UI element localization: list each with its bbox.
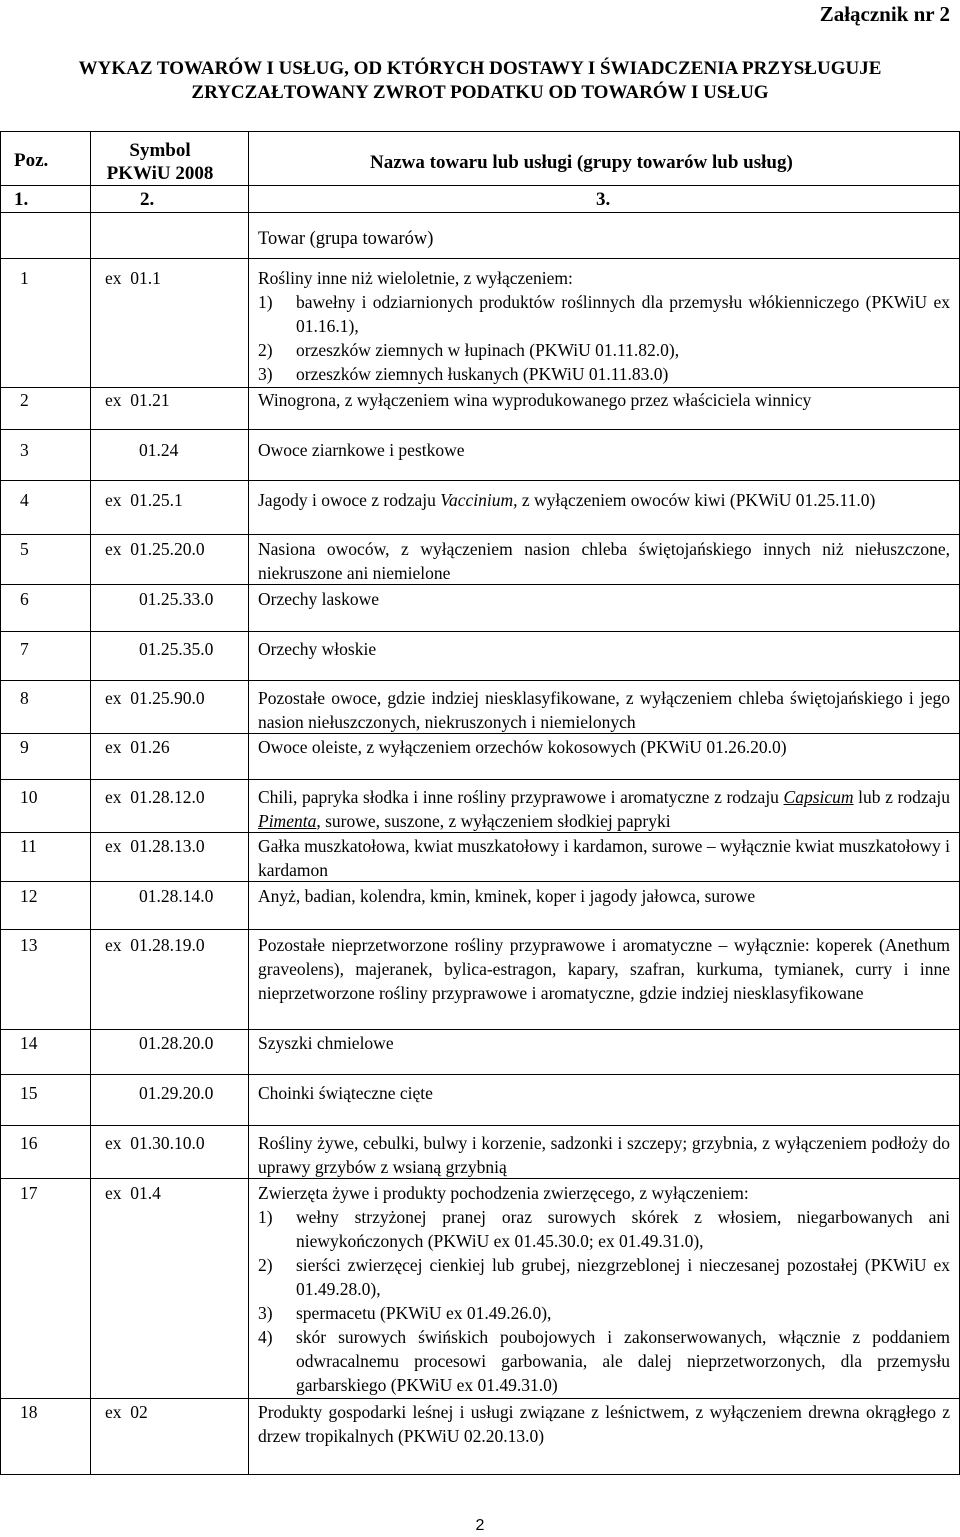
row-symbol: ex 01.28.13.0 xyxy=(105,836,205,856)
list-item-text: wełny strzyżonej pranej oraz surowych skórek z włosiem, niegarbowanych ani niewykończonych (PKWiU ex 01.45.30.0; ex 01.49.31.0), xyxy=(296,1207,950,1251)
row-separator xyxy=(0,1074,960,1075)
row-description: Szyszki chmielowe xyxy=(258,1033,394,1053)
title-line-2: ZRYCZAŁTOWANY ZWROT PODATKU OD TOWARÓW I USŁUG xyxy=(191,82,769,103)
row-symbol: ex 02 xyxy=(105,1402,148,1422)
row-separator xyxy=(0,631,960,632)
section-heading: Towar (grupa towarów) xyxy=(258,229,434,249)
row-poz: 8 xyxy=(20,688,29,708)
row-symbol: 01.24 xyxy=(139,440,179,460)
list-item xyxy=(258,362,950,386)
row-separator xyxy=(0,680,960,681)
list-item-number: 2) xyxy=(258,340,273,360)
row-description: Gałka muszkatołowa, kwiat muszkatołowy i kardamon, surowe – wyłącznie kwiat muszkatołowy i kardamon xyxy=(258,836,950,880)
row-description xyxy=(258,266,950,386)
list-item-text: spermacetu (PKWiU ex 01.49.26.0), xyxy=(296,1303,552,1323)
row-separator xyxy=(0,480,960,481)
row-separator xyxy=(0,1029,960,1030)
row-separator xyxy=(0,929,960,930)
header-col-number-2: 2. xyxy=(140,189,155,210)
table-header-separator xyxy=(0,185,960,186)
row-description: Pozostałe nieprzetworzone rośliny przyprawowe i aromatyczne – wyłącznie: koperek (Anethum graveolens), majeranek, bylica-estragon, kapary, szafran, kurkuma, tymianek, curry i inne nieprzetworzone rośliny przyprawowe i aromatyczne, gdzie indziej niesklasyfikowane xyxy=(258,935,950,1003)
list-item-number: 3) xyxy=(258,1303,273,1323)
header-col-number-1: 1. xyxy=(14,189,29,210)
list-item-text: bawełny i odziarnionych produktów roślinnych dla przemysłu włókienniczego (PKWiU ex 01.16.1), xyxy=(296,292,950,336)
list-item-number: 4) xyxy=(258,1327,273,1347)
column-divider-2 xyxy=(90,131,91,1474)
row-poz: 13 xyxy=(20,935,38,955)
row-symbol: ex 01.25.1 xyxy=(105,490,183,510)
row-separator xyxy=(0,881,960,882)
header-poz: Poz. xyxy=(14,150,49,171)
list-item xyxy=(258,290,950,338)
row-poz: 14 xyxy=(20,1033,38,1053)
row-poz: 17 xyxy=(20,1183,38,1203)
row-description-latin: Pimenta xyxy=(258,811,317,831)
list-item-text: orzeszków ziemnych łuskanych (PKWiU 01.11.83.0) xyxy=(296,364,669,384)
row-symbol: ex 01.30.10.0 xyxy=(105,1133,205,1153)
list-item-number: 1) xyxy=(258,292,273,312)
row-description-text: Zwierzęta żywe i produkty pochodzenia zwierzęcego, z wyłączeniem: xyxy=(258,1183,749,1203)
row-symbol: 01.25.33.0 xyxy=(139,589,214,609)
row-poz: 3 xyxy=(20,440,29,460)
row-symbol: ex 01.21 xyxy=(105,390,170,410)
header-symbol-line2: PKWiU 2008 xyxy=(106,163,214,184)
row-symbol: 01.28.20.0 xyxy=(139,1033,214,1053)
row-separator xyxy=(0,429,960,430)
column-divider-3 xyxy=(248,131,249,1474)
row-poz: 10 xyxy=(20,787,38,807)
list-item xyxy=(258,1253,950,1301)
row-description: Winogrona, z wyłączeniem wina wyprodukowanego przez właściciela winnicy xyxy=(258,390,812,410)
header-col-number-3: 3. xyxy=(596,189,611,210)
title-line-1: WYKAZ TOWARÓW I USŁUG, OD KTÓRYCH DOSTAWY I ŚWIADCZENIA PRZYSŁUGUJE xyxy=(78,58,882,79)
header-name: Nazwa towaru lub usługi (grupy towarów lub usług) xyxy=(370,152,793,173)
list-item-number: 1) xyxy=(258,1207,273,1227)
row-symbol: ex 01.25.90.0 xyxy=(105,688,205,708)
header-symbol xyxy=(95,139,225,185)
row-description: Nasiona owoców, z wyłączeniem nasion chleba świętojańskiego innych niż niełuszczone, niekruszone ani niemielone xyxy=(258,539,950,583)
list-item-text: orzeszków ziemnych w łupinach (PKWiU 01.11.82.0), xyxy=(296,340,680,360)
table-number-separator xyxy=(0,212,960,213)
list-item-text: skór surowych świńskich poubojowych i zakonserwowanych, włącznie z poddaniem odwracalnemu procesowi garbowania, ale dalej nieprzetworzonych, dla przemysłu garbarskiego (PKWiU ex 01.49.31.0) xyxy=(296,1327,950,1395)
row-separator xyxy=(0,779,960,780)
row-poz: 18 xyxy=(20,1402,38,1422)
row-description: Orzechy włoskie xyxy=(258,639,377,659)
row-description-part: lub z rodzaju xyxy=(853,787,950,807)
annex-label: Załącznik nr 2 xyxy=(819,2,950,26)
row-description: Choinki świąteczne cięte xyxy=(258,1083,433,1103)
row-separator xyxy=(0,1398,960,1399)
row-poz: 4 xyxy=(20,490,29,510)
header-symbol-line1: Symbol xyxy=(129,140,191,161)
list-item xyxy=(258,1301,950,1325)
list-item-number: 3) xyxy=(258,364,273,384)
row-description: Produkty gospodarki leśnej i usługi związane z leśnictwem, z wyłączeniem drewna okrągłego z drzew tropikalnych (PKWiU 02.20.13.0) xyxy=(258,1402,950,1446)
row-description: Rośliny żywe, cebulki, bulwy i korzenie, sadzonki i szczepy; grzybnia, z wyłączeniem podłoży do uprawy grzybów z wsianą grzybnią xyxy=(258,1133,950,1177)
list-item-number: 2) xyxy=(258,1255,273,1275)
row-symbol: ex 01.1 xyxy=(105,268,161,288)
row-description-latin: Capsicum xyxy=(783,787,854,807)
column-divider-1 xyxy=(0,131,1,1474)
row-poz: 12 xyxy=(20,886,38,906)
row-poz: 11 xyxy=(20,836,37,856)
table-section-separator xyxy=(0,258,960,259)
row-separator xyxy=(0,1178,960,1179)
row-poz: 16 xyxy=(20,1133,38,1153)
row-separator xyxy=(0,1125,960,1126)
list-item xyxy=(258,1205,950,1253)
table-border-top xyxy=(0,131,960,132)
row-description-part: , surowe, suszone, z wyłączeniem słodkiej papryki xyxy=(316,811,671,831)
row-description: Orzechy laskowe xyxy=(258,589,379,609)
row-description xyxy=(258,488,950,512)
row-symbol: 01.28.14.0 xyxy=(139,886,214,906)
row-description: Owoce oleiste, z wyłączeniem orzechów kokosowych (PKWiU 01.26.20.0) xyxy=(258,737,787,757)
row-poz: 2 xyxy=(20,390,29,410)
row-description xyxy=(258,1181,950,1397)
row-description: Anyż, badian, kolendra, kmin, kminek, koper i jagody jałowca, surowe xyxy=(258,886,756,906)
row-poz: 1 xyxy=(20,268,29,288)
list-item-text: sierści zwierzęcej cienkiej lub grubej, niezgrzeblonej i nieczesanej pozostałej (PKWiU ex 01.49.28.0), xyxy=(296,1255,950,1299)
row-description-text: Rośliny inne niż wieloletnie, z wyłączeniem: xyxy=(258,268,573,288)
row-description-latin: Vaccinium, xyxy=(440,490,518,510)
row-poz: 5 xyxy=(20,539,29,559)
row-symbol: ex 01.25.20.0 xyxy=(105,539,205,559)
row-poz: 9 xyxy=(20,737,29,757)
row-description: Pozostałe owoce, gdzie indziej niesklasyfikowane, z wyłączeniem chleba świętojańskiego i jego nasion niełuszczonych, niekruszonych i niemielonych xyxy=(258,688,950,732)
row-separator xyxy=(0,832,960,833)
page-number: 2 xyxy=(475,1517,485,1534)
row-symbol: ex 01.28.19.0 xyxy=(105,935,205,955)
row-poz: 7 xyxy=(20,639,29,659)
row-symbol: 01.29.20.0 xyxy=(139,1083,214,1103)
table-border-bottom xyxy=(0,1474,960,1475)
row-description-part: z wyłączeniem owoców kiwi (PKWiU 01.25.11.0) xyxy=(517,490,876,510)
page-title xyxy=(0,57,960,105)
row-symbol: ex 01.26 xyxy=(105,737,170,757)
row-description-part: Chili, papryka słodka i inne rośliny przyprawowe i aromatyczne z rodzaju xyxy=(258,787,784,807)
row-separator xyxy=(0,733,960,734)
row-separator xyxy=(0,534,960,535)
list-item xyxy=(258,1325,950,1397)
row-poz: 15 xyxy=(20,1083,38,1103)
row-poz: 6 xyxy=(20,589,29,609)
row-description xyxy=(258,785,950,833)
row-symbol: 01.25.35.0 xyxy=(139,639,214,659)
row-separator xyxy=(0,584,960,585)
row-description: Owoce ziarnkowe i pestkowe xyxy=(258,440,465,460)
row-description-part: Jagody i owoce z rodzaju xyxy=(258,490,441,510)
list-item xyxy=(258,338,950,362)
row-symbol: ex 01.4 xyxy=(105,1183,161,1203)
row-symbol: ex 01.28.12.0 xyxy=(105,787,205,807)
